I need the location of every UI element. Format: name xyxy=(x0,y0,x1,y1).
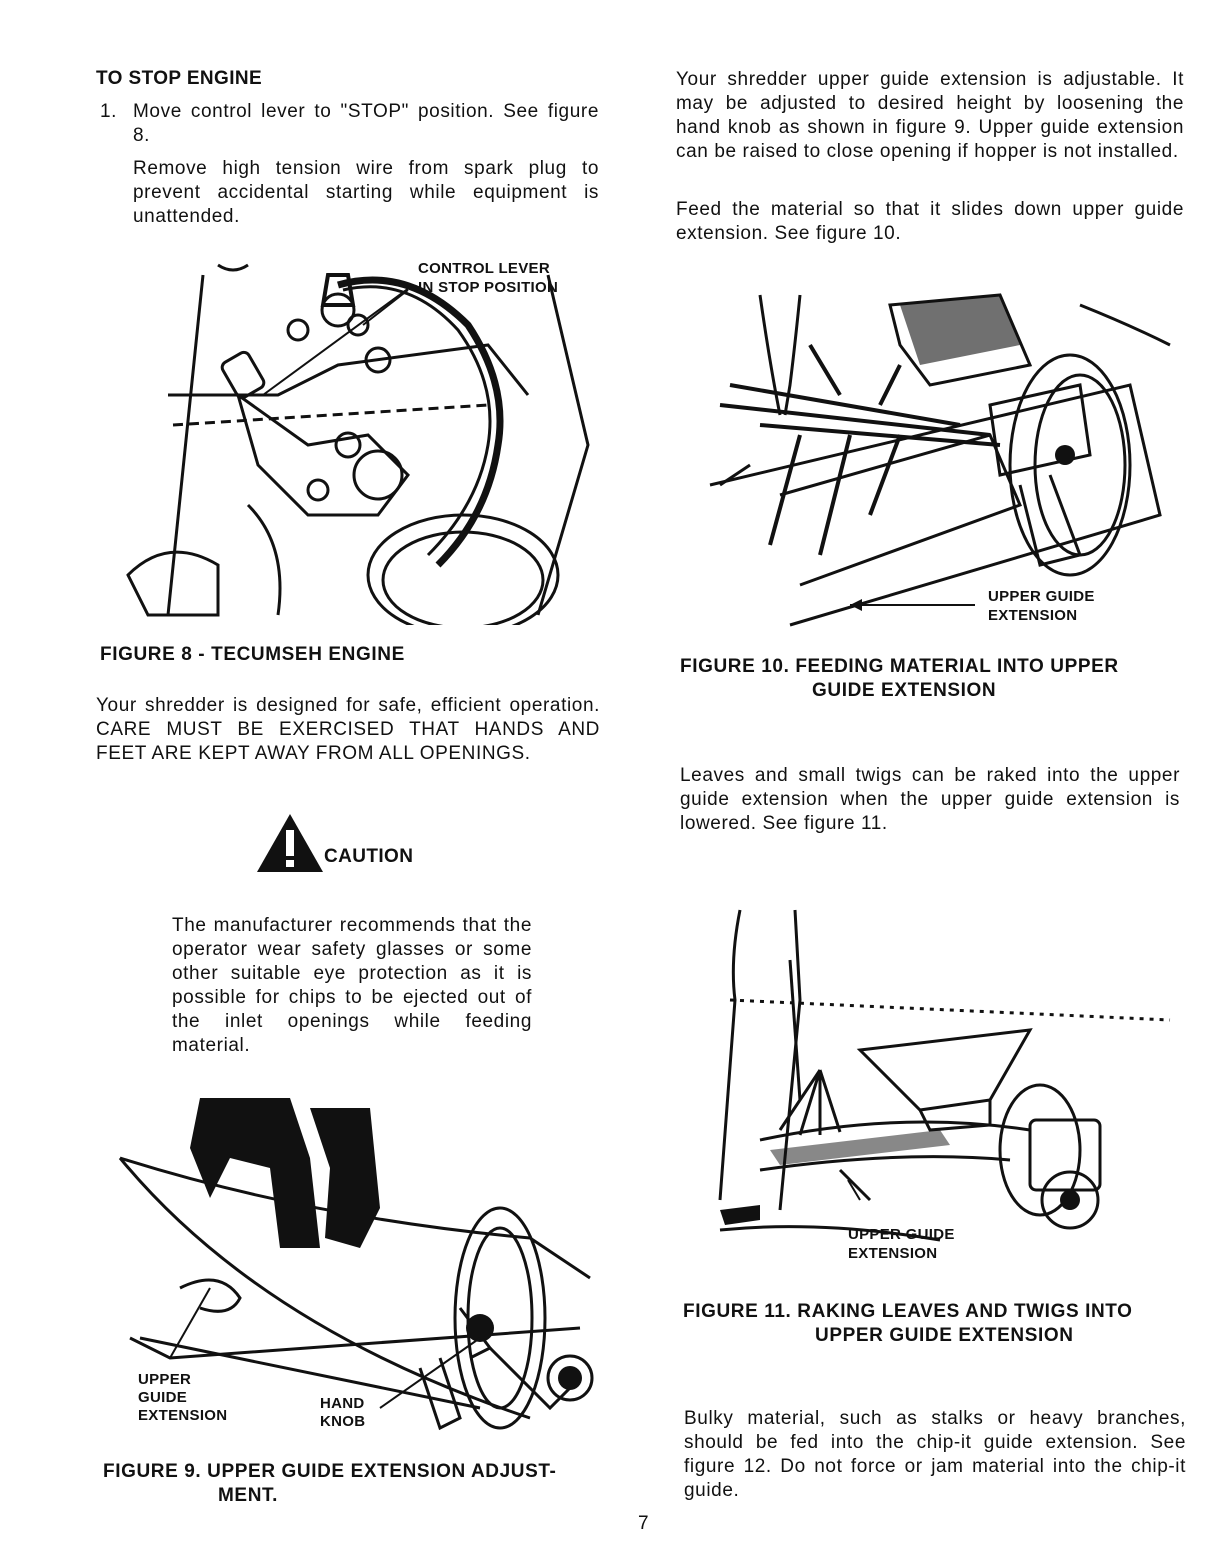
fig8-label-line1: CONTROL LEVER xyxy=(418,260,550,277)
fig9-label-ext-2: GUIDE xyxy=(138,1389,188,1406)
figure-10-caption-line1: FIGURE 10. FEEDING MATERIAL INTO UPPER xyxy=(680,656,1119,677)
figure-11-illustration xyxy=(700,900,1180,1270)
step-1-text: Move control lever to "STOP" position. See figure 8. xyxy=(133,101,599,146)
fig9-label-knob-1: HAND xyxy=(320,1395,365,1412)
step-2-text: Remove high tension wire from spark plug to prevent accidental starting while equipment is unattended. xyxy=(133,158,599,227)
caution-text: The manufacturer recommends that the operator wear safety glasses or some other suitable eye protection as it is possible for chips to be ejected out of the inlet openings while feeding material. xyxy=(172,915,532,1056)
stop-engine-heading: TO STOP ENGINE xyxy=(96,68,263,89)
figure-10-illustration xyxy=(700,285,1180,627)
fig9-label-ext-3: EXTENSION xyxy=(138,1407,228,1424)
leaves-paragraph: Leaves and small twigs can be raked into the upper guide extension when the upper guide extension is lowered. See figure 11. xyxy=(680,765,1180,834)
bulky-paragraph: Bulky material, such as stalks or heavy branches, should be fed into the chip-it guide extension. See figure 12. Do not force or jam material into the chip-it guide. xyxy=(684,1408,1186,1501)
fig8-label-line2: IN STOP POSITION xyxy=(418,279,559,296)
step-1-number: 1. xyxy=(100,101,118,122)
warning-triangle-icon xyxy=(255,812,325,874)
figure-8-engine-illustration xyxy=(108,245,598,625)
fig9-label-ext-1: UPPER xyxy=(138,1371,192,1388)
figure-11-caption-line1: FIGURE 11. RAKING LEAVES AND TWIGS INTO xyxy=(683,1301,1133,1322)
fig11-label-1: UPPER GUIDE xyxy=(848,1226,955,1243)
intro-paragraph: Your shredder upper guide extension is adjustable. It may be adjusted to desired height by loosening the hand knob as shown in figure 9. Upper guide extension can be raised to close opening if hopper is not installed. xyxy=(676,69,1184,162)
figure-8-caption: FIGURE 8 - TECUMSEH ENGINE xyxy=(100,644,405,665)
caution-label: CAUTION xyxy=(324,846,414,867)
page-number: 7 xyxy=(638,1513,650,1534)
figure-9-caption-line1: FIGURE 9. UPPER GUIDE EXTENSION ADJUST- xyxy=(103,1461,557,1482)
figure-11-caption-line2: UPPER GUIDE EXTENSION xyxy=(815,1325,1074,1346)
safety-paragraph: Your shredder is designed for safe, efficient operation. CARE MUST BE EXERCISED THAT HANDS AND FEET ARE KEPT AWAY FROM ALL OPENINGS. xyxy=(96,695,600,764)
figure-9-caption-line2: MENT. xyxy=(218,1485,278,1506)
fig10-label-1: UPPER GUIDE xyxy=(988,588,1095,605)
fig11-label-2: EXTENSION xyxy=(848,1245,938,1262)
fig9-label-knob-2: KNOB xyxy=(320,1413,366,1430)
feed-paragraph: Feed the material so that it slides down upper guide extension. See figure 10. xyxy=(676,199,1184,244)
fig10-label-2: EXTENSION xyxy=(988,607,1078,624)
figure-10-caption-line2: GUIDE EXTENSION xyxy=(812,680,997,701)
